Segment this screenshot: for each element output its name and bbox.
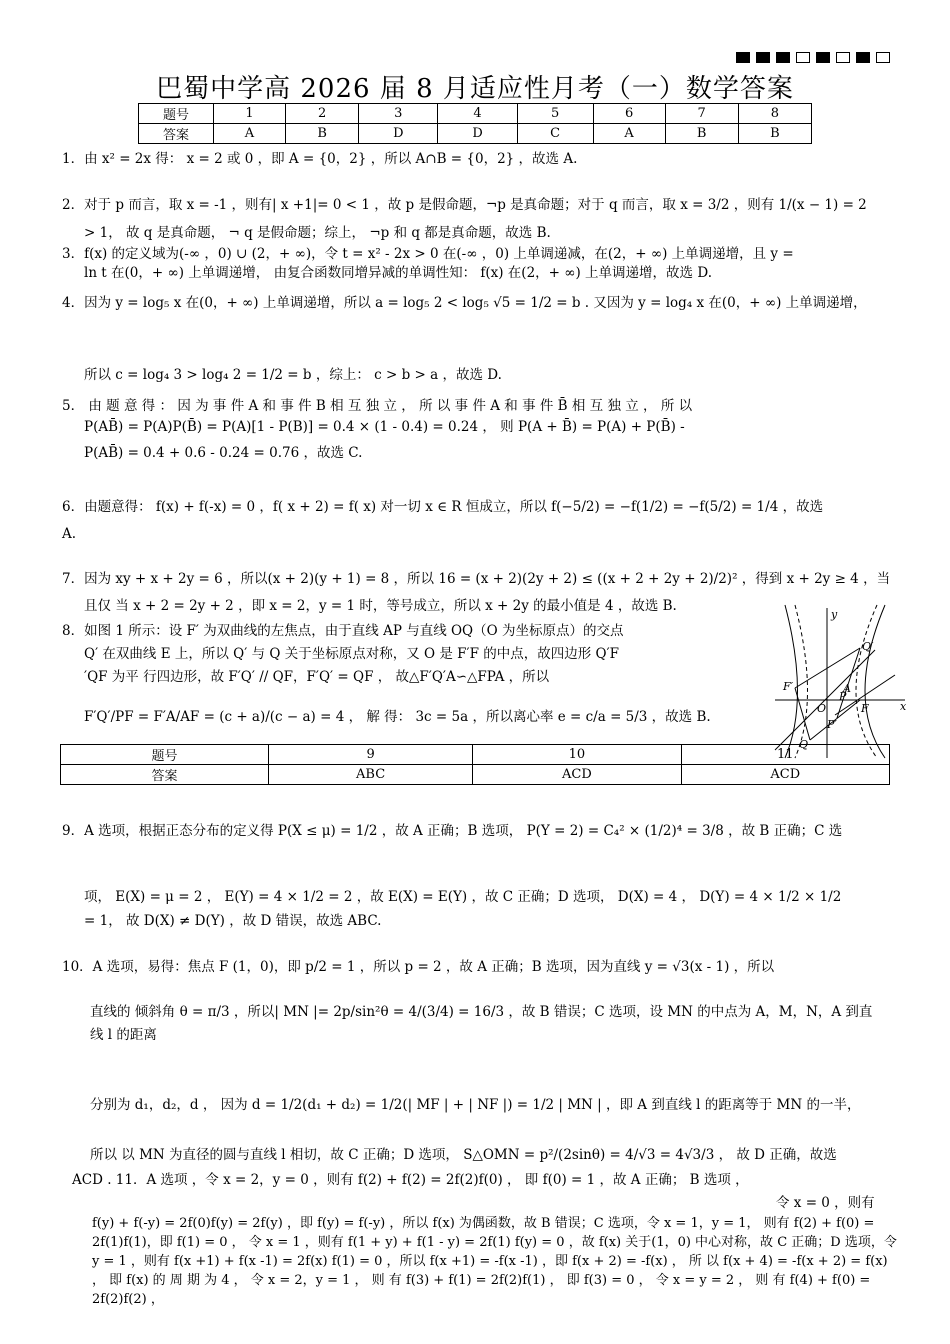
question-number: 7: [665, 104, 738, 124]
answer-table-2: [60, 744, 890, 785]
solution-5-line-1: 5． 由 题 意 得 ： 因 为 事 件 A 和 事 件 B 相 互 独 立 ， 所 以 事 件 A 和 事 件 B̄ 相 互 独 立 ， 所 以: [62, 398, 693, 414]
solution-8-line-2: Q′ 在双曲线 E 上，所以 Q′ 与 Q 关于坐标原点对称，又 O 是 F′F 的中点，故四边形 Q′F: [84, 646, 620, 662]
question-number: 1: [214, 104, 286, 124]
marker-square: [796, 52, 810, 63]
answer-cell: A: [593, 124, 665, 144]
answer-cell: D: [438, 124, 517, 144]
question-number: 2: [286, 104, 359, 124]
solution-10-line-3: 线 l 的距离: [90, 1027, 157, 1043]
solution-9-line-3: = 1， 故 D(X) ≠ D(Y) ，故 D 错误，故选 ABC.: [84, 913, 382, 929]
label-a: A: [843, 682, 851, 695]
label-q: Q: [799, 738, 809, 751]
marker-square: [756, 52, 770, 63]
marker-square: [836, 52, 850, 63]
question-number: 10: [473, 745, 681, 765]
question-number: 3: [359, 104, 438, 124]
table-header-cell: 答案: [61, 765, 269, 785]
solution-7-line-1: 7．因为 xy + x + 2y = 6 ，所以(x + 2)(y + 1) = 8 ，所以 16 = (x + 2)(2y + 2) ≤ ((x + 2 + 2y + 2)/2)² ，得到 x + 2y ≥ 4 ，当: [62, 571, 891, 587]
answer-cell: ACD: [681, 765, 889, 785]
solution-11-line-2: 令 x = 0 ，则有: [776, 1195, 875, 1211]
answer-cell: B: [286, 124, 359, 144]
marker-square: [856, 52, 870, 63]
solution-6-line-1: 6．由题意得： f(x) + f(-x) = 0 ，f( x + 2) = f( x) 对一切 x ∈ R 恒成立，所以 f(−5/2) = −f(1/2) = −f(5/2) = 1/4 ，故选: [62, 499, 824, 515]
label-q-prime: Q′: [862, 640, 874, 653]
answer-cell: B: [665, 124, 738, 144]
question-number: 6: [593, 104, 665, 124]
label-f: F: [861, 702, 869, 715]
asymptote-right: [856, 605, 877, 758]
solution-5-line-2: P(AB̄) = P(A)P(B̄) = P(A)[1 - P(B)] = 0.4 × (1 - 0.4) = 0.24 ， 则 P(A + B̄) = P(A) + P(B̄) -: [84, 419, 685, 435]
solution-4-line-1: 4．因为 y = log₅ x 在(0，+ ∞) 上单调递增，所以 a = log₅ 2 < log₅ √5 = 1/2 = b . 又因为 y = log₄ x 在(0，+ ∞) 上单调递增，: [62, 295, 867, 311]
solution-4-line-2: 所以 c = log₄ 3 > log₄ 2 = 1/2 = b ，综上： c > b > a ，故选 D.: [84, 367, 502, 383]
solution-3-line-2: ln t 在(0，+ ∞) 上单调递增， 由复合函数同增异减的单调性知： f(x) 在(2，+ ∞) 上单调递增，故选 D.: [84, 265, 712, 281]
solution-9-line-1: 9．A 选项，根据正态分布的定义得 P(X ≤ μ) = 1/2 ，故 A 正确；B 选项， P(Y = 2) = C₄² × (1/2)⁴ = 3/8 ，故 B 正确；C 选: [62, 823, 843, 839]
answer-cell: ABC: [269, 765, 473, 785]
solution-2-line-2: > 1， 故 q 是真命题， ¬ q 是假命题；综上， ¬p 和 q 都是真命题，故选 B.: [84, 225, 551, 241]
table-row: [139, 104, 812, 124]
question-number: 5: [517, 104, 593, 124]
solution-10-line-5: 所以 以 MN 为直径的圆与直线 l 相切，故 C 正确；D 选项， S△OMN = p²/(2sinθ) = 4/√3 = 4√3/3 ， 故 D 正确，故选: [90, 1147, 837, 1163]
label-o: O: [817, 702, 827, 715]
marker-square: [876, 52, 890, 63]
answer-cell: ACD: [473, 765, 681, 785]
answer-cell: A: [214, 124, 286, 144]
label-p-prime: P′: [827, 718, 837, 731]
answer-cell: D: [359, 124, 438, 144]
question-number: 4: [438, 104, 517, 124]
solution-7-line-2: 且仅 当 x + 2 = 2y + 2 ，即 x = 2，y = 1 时，等号成立，所以 x + 2y 的最小值是 4 ，故选 B.: [84, 598, 677, 614]
table-row: [61, 745, 890, 765]
marker-square: [776, 52, 790, 63]
solution-10-line-4: 分别为 d₁，d₂，d ， 因为 d = 1/2(d₁ + d₂) = 1/2(| MF | + | NF |) = 1/2 | MN | ，即 A 到直线 l 的距离等于 MN 的一半，: [90, 1097, 861, 1113]
solution-8-line-3: ′QF 为平 行四边形，故 F′Q′ // QF，F′Q′ = QF ， 故△F′Q′A∽△FPA ，所以: [84, 669, 550, 685]
solution-11-line-1: ACD . 11．A 选项 ，令 x = 2，y = 0 ，则有 f(2) + f(2) = 2f(2)f(0) ， 即 f(0) = 1 ，故 A 正确； B 选项 ，: [72, 1172, 749, 1188]
solution-6-line-2: A.: [62, 526, 77, 542]
table-header-cell: 题号: [61, 745, 269, 765]
table-row: [61, 765, 890, 785]
page-title: 巴蜀中学高 2026 届 8 月适应性月考（一）数学答案: [156, 74, 794, 104]
label-p: P: [839, 690, 847, 703]
solution-3-line-1: 3．f(x) 的定义域为(-∞ ，0) ∪ (2，+ ∞)，令 t = x² - 2x > 0 在(-∞ ，0) 上单调递减，在(2，+ ∞) 上单调递增，且 y =: [62, 246, 794, 262]
table-row: [139, 124, 812, 144]
table-header-cell: 答案: [139, 124, 214, 144]
header-marker-squares: [736, 52, 890, 63]
solution-2-line-1: 2．对于 p 而言，取 x = -1 ，则有| x +1|= 0 < 1 ，故 p 是假命题，¬p 是真命题；对于 q 而言，取 x = 3/2 ，则有 1/(x − 1) = 2: [62, 197, 867, 213]
solution-10-line-1: 10．A 选项，易得：焦点 F (1，0)，即 p/2 = 1 ，所以 p = 2 ，故 A 正确；B 选项，因为直线 y = √3(x - 1) ，所以: [62, 959, 775, 975]
table-header-cell: 题号: [139, 104, 214, 124]
solution-8-line-4: F′Q′/PF = F′A/AF = (c + a)/(c − a) = 4 ， 解 得： 3c = 5a ，所以离心率 e = c/a = 5/3 ，故选 B.: [84, 709, 711, 725]
marker-square: [816, 52, 830, 63]
solution-8-line-1: 8．如图 1 所示：设 F′ 为双曲线的左焦点，由于直线 AP 与直线 OQ（O 为坐标原点）的交点: [62, 623, 624, 639]
question-number: 9: [269, 745, 473, 765]
solution-9-line-2: 项， E(X) = μ = 2 ， E(Y) = 4 × 1/2 = 2 ，故 E(X) = E(Y) ，故 C 正确；D 选项， D(X) = 4 ， D(Y) = 4 × 1/2 × 1/2: [84, 889, 842, 905]
answer-cell: B: [738, 124, 811, 144]
solution-5-line-3: P(AB̄) = 0.4 + 0.6 - 0.24 = 0.76 ，故选 C.: [84, 445, 363, 461]
solution-11-body: f(y) + f(-y) = 2f(0)f(y) = 2f(y) ，即 f(y) = f(-y) ，所以 f(x) 为偶函数，故 B 错误；C 选项，令 x = 1，y = 1， 则有 f(2) + f(0) = 2f(1)f(1)，即 f(1) = 0 ， 令 x = 1 ，则有 f(1 + y) + f(1 - y) = 2f(1) f(y) = 0 ，故 f(x) 关于(1，0) 中心对称，故 C 正确；D 选项，令 y = 1 ，则有 f(x +1) + f(x -1) = 2f(x) f(1) = 0 ，所以 f(x +1) = -f(x -1) ，即 f(x + 2) = -f(x) ， 所 以 f(x + 4) = -f(x + 2) = f(x) ， 即 f(x) 的 周 期 为 4 ， 令 x = 2，y = 1 ， 则 有 f(3) + f(1) = 2f(2)f(1) ， 即 f(3) = 0 ， 令 x = y = 2 ， 则 有 f(4) + f(0) = 2f(2)f(2) ，: [92, 1216, 897, 1307]
marker-square: [736, 52, 750, 63]
question-number: 8: [738, 104, 811, 124]
answer-table-1: [138, 103, 812, 144]
hyperbola-figure: [765, 600, 910, 760]
label-f-prime: F′: [783, 680, 794, 693]
solution-1: 1．由 x² = 2x 得： x = 2 或 0 ，即 A = {0，2} ，所以 A∩B = {0，2} ，故选 A.: [62, 151, 578, 167]
label-y: y: [831, 608, 838, 621]
label-x: x: [900, 700, 907, 713]
question-number: 11: [681, 745, 889, 765]
answer-cell: C: [517, 124, 593, 144]
solution-10-line-2: 直线的 倾斜角 θ = π/3 ，所以| MN |= 2p/sin²θ = 4/(3/4) = 16/3 ，故 B 错误；C 选项，设 MN 的中点为 A，M，N，A 到直: [90, 1004, 873, 1020]
